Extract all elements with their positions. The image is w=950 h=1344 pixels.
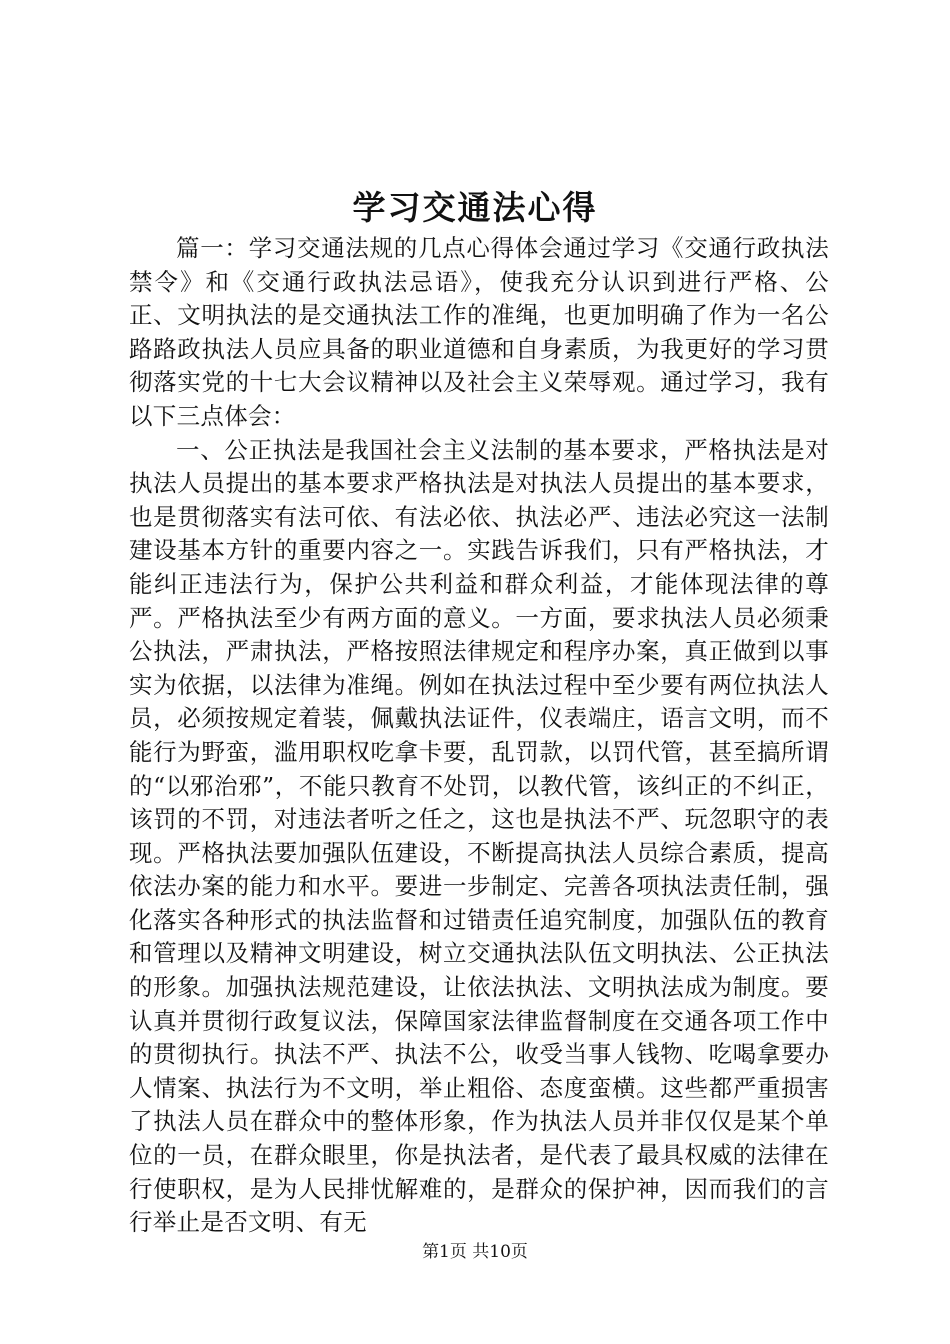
page-footer: 第1页 共10页 bbox=[422, 1242, 528, 1262]
document-body bbox=[129, 232, 829, 1240]
page-title: 学习交通法心得 bbox=[352, 188, 598, 227]
paragraph-point-one: 一、公正执法是我国社会主义法制的基本要求，严格执法是对执法人员提出的基本要求严格执法是对执法人员提出的基本要求，也是贯彻落实有法可依、有法必依、执法必严、违法必究这一法制建设基本方针的重要内容之一。实践告诉我们，只有严格执法，才能纠正违法行为，保护公共利益和群众利益，才能体现法律的尊严。严格执法至少有两方面的意义。一方面，要求执法人员必须秉公执法，严肃执法，严格按照法律规定和程序办案，真正做到以事实为依据，以法律为准绳。例如在执法过程中至少要有两位执法人员，必须按规定着装，佩戴执法证件，仪表端庄，语言文明，而不能行为野蛮，滥用职权吃拿卡要，乱罚款，以罚代管，甚至搞所谓的“以邪治邪”，不能只教育不处罚，以教代管，该纠正的不纠正，该罚的不罚，对违法者听之任之，这也是执法不严、玩忽职守的表现。严格执法要加强队伍建设，不断提高执法人员综合素质，提高依法办案的能力和水平。要进一步制定、完善各项执法责任制，强化落实各种形式的执法监督和过错责任追究制度，加强队伍的教育和管理以及精神文明建设，树立交通执法队伍文明执法、公正执法的形象。加强执法规范建设，让依法执法、文明执法成为制度。要认真并贯彻行政复议法，保障国家法律监督制度在交通各项工作中的贯彻执行。执法不严、执法不公，收受当事人钱物、吃喝拿要办人情案、执法行为不文明，举止粗俗、态度蛮横。这些都严重损害了执法人员在群众中的整体形象，作为执法人员并非仅仅是某个单位的一员，在群众眼里，你是执法者，是代表了最具权威的法律在行使职权，是为人民排忧解难的，是群众的保护神，因而我们的言行举止是否文明、有无 bbox=[129, 435, 829, 1237]
paragraph-intro: 篇一：学习交通法规的几点心得体会通过学习《交通行政执法禁令》和《交通行政执法忌语》，使我充分认识到进行严格、公正、文明执法的是交通执法工作的准绳，也更加明确了作为一名公路路政执法人员应具备的职业道德和自身素质，为我更好的学习贯彻落实党的十七大会议精神以及社会主义荣辱观。通过学习，我有以下三点体会： bbox=[129, 234, 829, 430]
